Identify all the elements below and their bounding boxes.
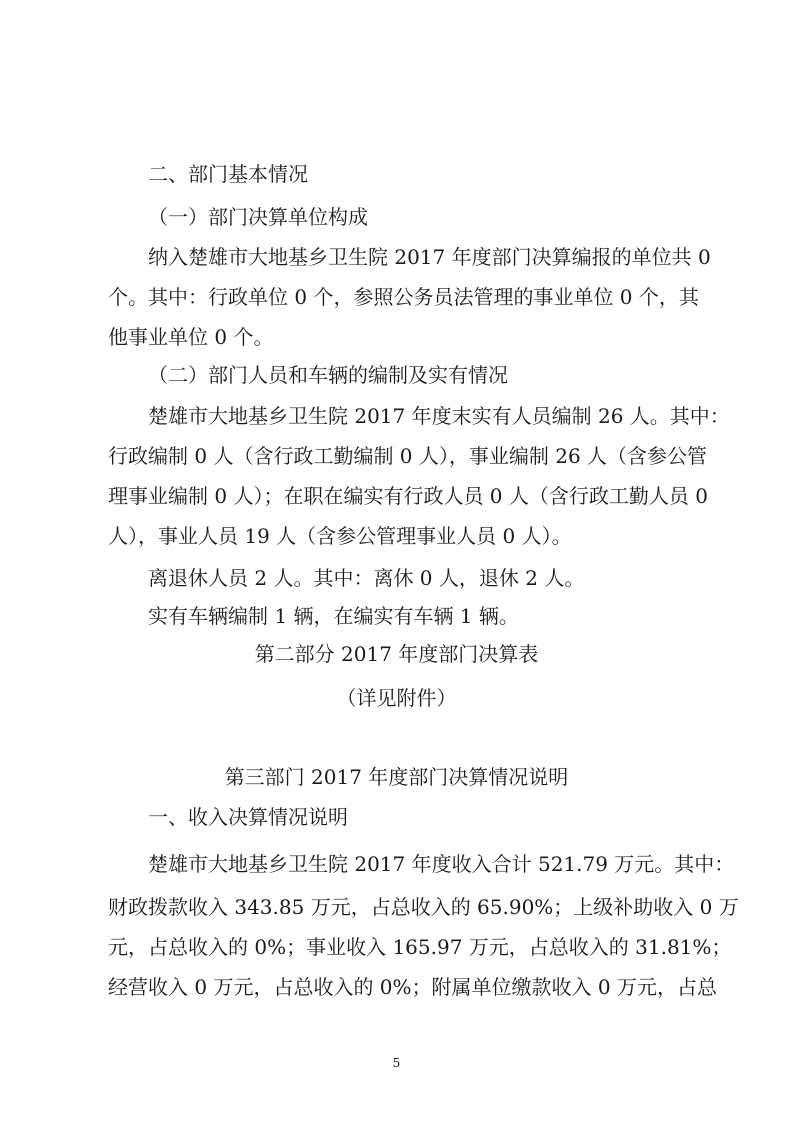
paragraph-vehicles: 实有车辆编制 1 辆，在编实有车辆 1 辆。: [148, 604, 519, 628]
part2-title: 第二部分 2017 年度部门决算表: [254, 642, 539, 666]
paragraph-line: 纳入楚雄市大地基乡卫生院 2017 年度部门决算编报的单位共 0: [148, 245, 711, 269]
section-heading-basic-info: 二、部门基本情况: [148, 162, 308, 186]
subsection-heading-unit-composition: （一）部门决算单位构成: [148, 205, 368, 229]
section-heading-income: 一、收入决算情况说明: [148, 805, 348, 829]
paragraph-line: 经营收入 0 万元，占总收入的 0%；附属单位缴款收入 0 万元，占总: [108, 975, 717, 999]
paragraph-line: 元，占总收入的 0%；事业收入 165.97 万元，占总收入的 31.81%；: [108, 935, 732, 959]
paragraph-retirees: 离退休人员 2 人。其中：离休 0 人，退休 2 人。: [148, 566, 585, 590]
paragraph-line: 个。其中：行政单位 0 个，参照公务员法管理的事业单位 0 个，其: [108, 285, 699, 309]
paragraph-line: 人），事业人员 19 人（含参公管理事业人员 0 人）。: [108, 524, 572, 548]
paragraph-line: 楚雄市大地基乡卫生院 2017 年度收入合计 521.79 万元。其中：: [148, 852, 735, 876]
subsection-heading-staff-vehicles: （二）部门人员和车辆的编制及实有情况: [148, 363, 508, 387]
paragraph-line: 理事业编制 0 人）；在职在编实有行政人员 0 人（含行政工勤人员 0: [108, 484, 708, 508]
paragraph-line: 他事业单位 0 个。: [108, 325, 274, 349]
paragraph-line: 财政拨款收入 343.85 万元，占总收入的 65.90%；上级补助收入 0 万: [108, 895, 739, 919]
page-number: 5: [392, 1056, 401, 1070]
paragraph-line: 楚雄市大地基乡卫生院 2017 年度末实有人员编制 26 人。其中：: [148, 404, 730, 428]
paragraph-line: 行政编制 0 人（含行政工勤编制 0 人），事业编制 26 人（含参公管: [108, 444, 708, 468]
part2-note: （详见附件）: [336, 686, 457, 710]
part3-title: 第三部门 2017 年度部门决算情况说明: [224, 765, 569, 789]
